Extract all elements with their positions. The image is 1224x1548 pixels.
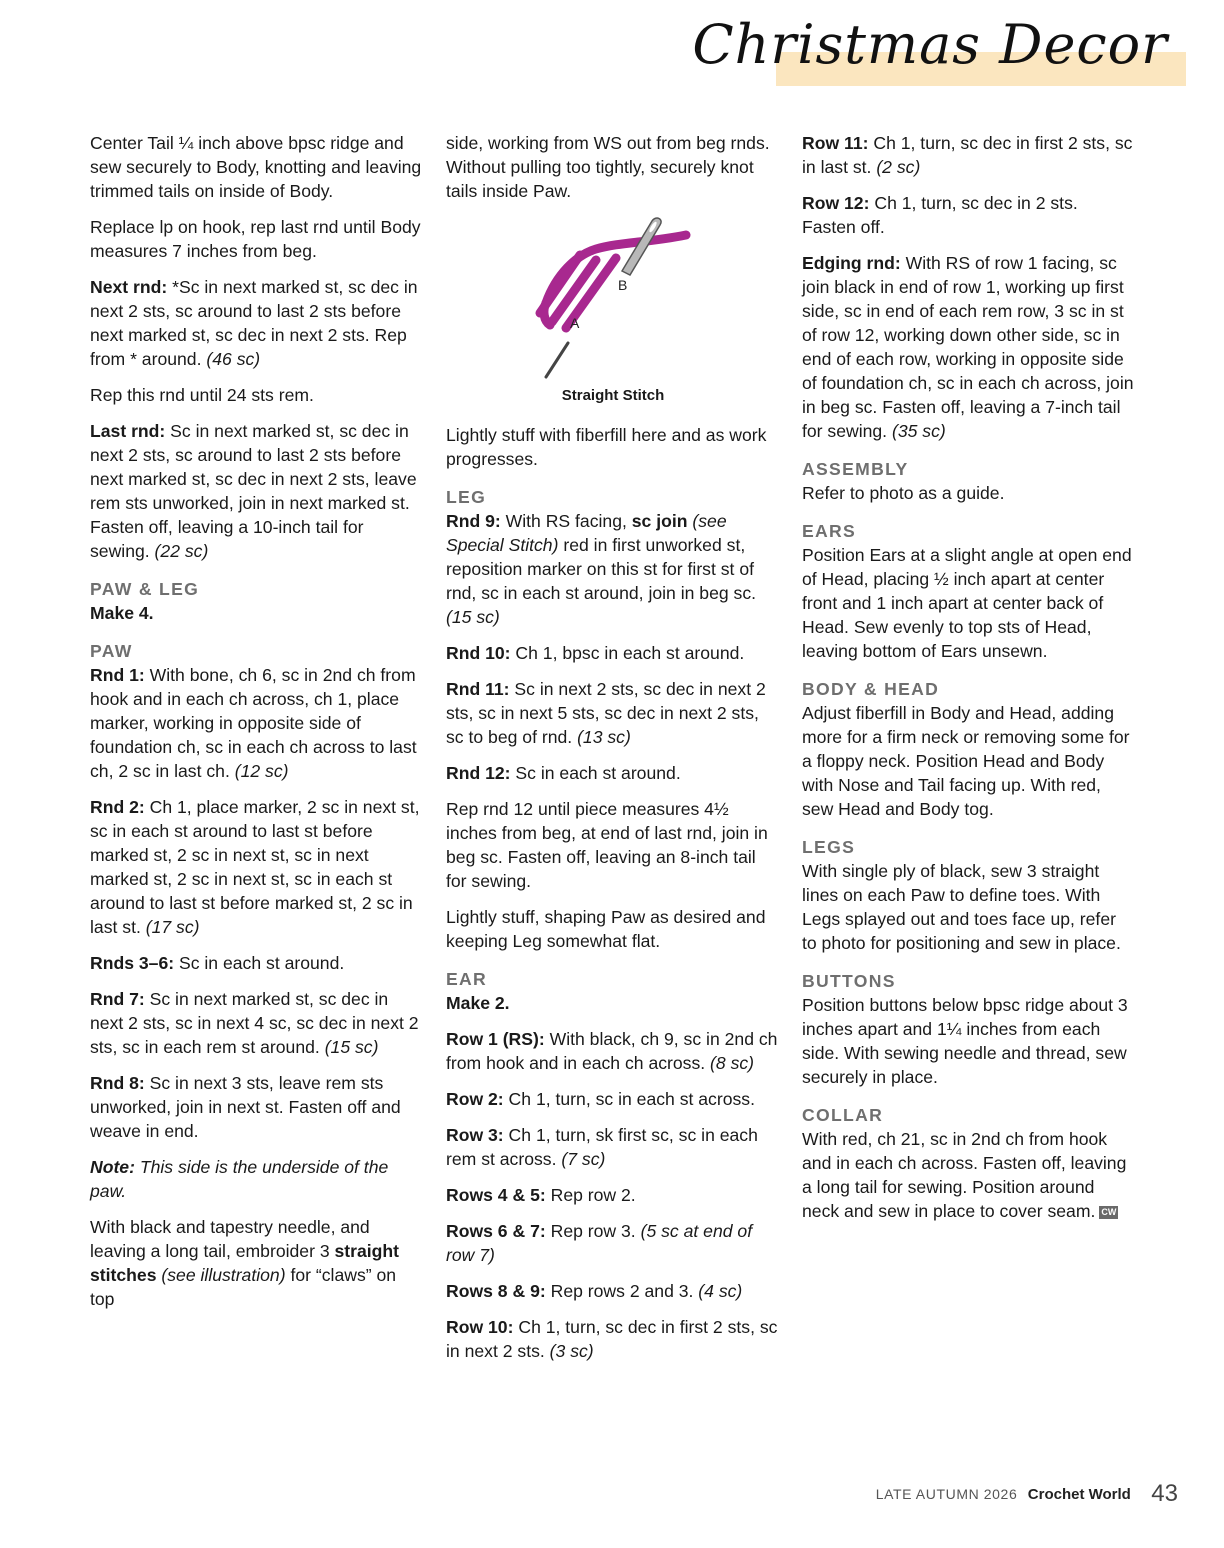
instruction-rows-8-9 bbox=[446, 1279, 780, 1303]
column-1 bbox=[90, 131, 422, 1311]
instruction-label: Row 10: bbox=[446, 1317, 514, 1337]
instruction-text: Ch 1, turn, sk first sc, sc in each rem st across. bbox=[446, 1125, 758, 1169]
paragraph-text: With red, ch 21, sc in 2nd ch from hook and in each ch across. Fasten off, leaving a long tail for sewing. Position around neck and sew in place to cover seam. bbox=[802, 1129, 1127, 1221]
heading-legs: LEGS bbox=[802, 837, 856, 857]
claws-instruction bbox=[90, 1215, 422, 1311]
make-count bbox=[90, 601, 422, 625]
page-number: 43 bbox=[1151, 1480, 1178, 1507]
instruction-text: Ch 1, turn, sc dec in 2 sts. Fasten off. bbox=[802, 193, 1078, 237]
instruction-row-10 bbox=[446, 1315, 780, 1363]
instruction-text: Ch 1, turn, sc in each st across. bbox=[503, 1089, 755, 1109]
paragraph: Position Ears at a slight angle at open end of Head, placing ½ inch apart at center front and 1 inch apart at center back of Head. Sew evenly to top sts of Head, leaving bottom of Ears unsewn. bbox=[802, 545, 1132, 661]
instruction-text: Ch 1, turn, sc dec in first 2 sts, sc in next 2 sts. bbox=[446, 1317, 778, 1361]
stitch-count: (15 sc) bbox=[324, 1037, 379, 1057]
instruction-label: Edging rnd: bbox=[802, 253, 901, 273]
text-run-bold: straight stitches bbox=[90, 1241, 400, 1285]
instruction-label: Rnd 12: bbox=[446, 763, 511, 783]
instruction-text: Ch 1, place marker, 2 sc in next st, sc in each st around to last st before marked st, 2 sc in next st, sc in next marked st, 2 sc in next st, sc in each st around to last st before marked st, 2 sc in last st. bbox=[90, 797, 420, 937]
instruction-label: Row 11: bbox=[802, 133, 869, 153]
instruction-label: Row 1 (RS): bbox=[446, 1029, 545, 1049]
instruction-label: Row 3: bbox=[446, 1125, 504, 1145]
straight-stitch-illustration bbox=[446, 215, 780, 403]
magazine-name: Crochet World bbox=[1027, 1486, 1131, 1503]
instruction-rnd-1 bbox=[90, 663, 422, 783]
instruction-label: Last rnd: bbox=[90, 421, 166, 441]
instruction-label: Rows 8 & 9: bbox=[446, 1281, 546, 1301]
instruction-rnd-9 bbox=[446, 509, 780, 629]
point-label-a: A bbox=[570, 315, 580, 331]
stitch-count: (17 sc) bbox=[145, 917, 200, 937]
instruction-edging-rnd bbox=[802, 251, 1134, 443]
column-2 bbox=[446, 131, 780, 1375]
instruction-text: Rep row 3. bbox=[545, 1221, 641, 1241]
instruction-label: Rnd 1: bbox=[90, 665, 145, 685]
instruction-text: Rep row 2. bbox=[545, 1185, 636, 1205]
instruction-rnd-8 bbox=[90, 1071, 422, 1143]
instruction-label: Row 2: bbox=[446, 1089, 504, 1109]
stitch-count: (3 sc) bbox=[549, 1341, 594, 1361]
instruction-rnd-10 bbox=[446, 641, 780, 665]
paragraph: Refer to photo as a guide. bbox=[802, 483, 1005, 503]
instruction-label: Next rnd: bbox=[90, 277, 168, 297]
heading-leg: LEG bbox=[446, 487, 487, 507]
stitch-count: (4 sc) bbox=[698, 1281, 743, 1301]
make-count-text: Make 2. bbox=[446, 993, 510, 1013]
heading-paw: PAW bbox=[90, 641, 133, 661]
make-count bbox=[446, 991, 780, 1015]
heading-ears: EARS bbox=[802, 521, 857, 541]
instruction-text: Sc in each st around. bbox=[174, 953, 345, 973]
instruction-label: Rows 6 & 7: bbox=[446, 1221, 546, 1241]
instruction-text: Sc in each st around. bbox=[510, 763, 681, 783]
instruction-rnd-11 bbox=[446, 677, 780, 749]
paragraph: Rep rnd 12 until piece measures 4½ inches from beg, at end of last rnd, join in beg sc. Fasten off, leaving an 8-inch tail for sewing. bbox=[446, 799, 768, 891]
paragraph: Position buttons below bpsc ridge about 3 inches apart and 1¼ inches from each side. With sewing needle and thread, sew securely in place. bbox=[802, 995, 1128, 1087]
stitch-count: (7 sc) bbox=[561, 1149, 606, 1169]
make-count-text: Make 4. bbox=[90, 603, 154, 623]
text-run-italic: (see illustration) bbox=[156, 1265, 286, 1285]
instruction-row-11 bbox=[802, 131, 1134, 179]
stitch-count: (13 sc) bbox=[577, 727, 631, 747]
stitch-count: (15 sc) bbox=[446, 607, 500, 627]
stitch-count: (46 sc) bbox=[206, 349, 261, 369]
instruction-text: Rep rows 2 and 3. bbox=[545, 1281, 699, 1301]
instruction-text: With black, ch 9, sc in 2nd ch from hook and in each ch across. bbox=[446, 1029, 778, 1073]
instruction-next-rnd bbox=[90, 275, 422, 371]
instruction-rnds-3-6 bbox=[90, 951, 422, 975]
heading-assembly: ASSEMBLY bbox=[802, 459, 909, 479]
heading-buttons: BUTTONS bbox=[802, 971, 896, 991]
page-footer bbox=[876, 1480, 1178, 1508]
instruction-text: Sc in next marked st, sc dec in next 2 sts, sc around to last 2 sts before next marked st, sc dec in next 2 sts, leave rem sts unworked, join in next marked st. Fasten off, leaving a 10-inch tail for sewing. bbox=[90, 421, 417, 561]
stitch-count: (5 sc at end of row 7) bbox=[446, 1221, 753, 1265]
instruction-rnd-2 bbox=[90, 795, 422, 939]
paragraph: Rep this rnd until 24 sts rem. bbox=[90, 385, 314, 405]
note-label: Note: bbox=[90, 1157, 135, 1177]
instruction-label: Rnd 8: bbox=[90, 1073, 145, 1093]
collar-paragraph bbox=[802, 1127, 1134, 1223]
instruction-row-2 bbox=[446, 1087, 780, 1111]
instruction-label: Row 12: bbox=[802, 193, 870, 213]
stitch-count: (12 sc) bbox=[234, 761, 289, 781]
paragraph: Adjust fiberfill in Body and Head, adding more for a firm neck or removing some for a floppy neck. Position Head and Body with Nose and Tail facing up. With red, sew Head and Body tog. bbox=[802, 703, 1130, 819]
paragraph: With single ply of black, sew 3 straight lines on each Paw to define toes. With Legs splayed out and toes face up, refer to photo for positioning and sew in place. bbox=[802, 861, 1121, 953]
heading-collar: COLLAR bbox=[802, 1105, 884, 1125]
stitch-count: (2 sc) bbox=[876, 157, 921, 177]
text-run: for “claws” on top bbox=[90, 1265, 397, 1309]
paragraph: side, working from WS out from beg rnds. Without pulling too tightly, securely knot tails inside Paw. bbox=[446, 133, 770, 201]
figure-caption: Straight Stitch bbox=[561, 387, 665, 404]
instruction-text: Ch 1, turn, sc dec in first 2 sts, sc in last st. bbox=[802, 133, 1133, 177]
end-mark-icon: CW bbox=[1101, 1207, 1117, 1217]
paragraph: Lightly stuff with fiberfill here and as work progresses. bbox=[446, 425, 767, 469]
instruction-text: Ch 1, bpsc in each st around. bbox=[510, 643, 745, 663]
instruction-text: Sc in next marked st, sc dec in next 2 sts, sc in next 4 sc, sc dec in next 2 sts, sc in each rem st around. bbox=[90, 989, 419, 1057]
instruction-label: Rnd 10: bbox=[446, 643, 511, 663]
instruction-text: With bone, ch 6, sc in 2nd ch from hook and in each ch across, ch 1, place marker, working in opposite side of foundation ch, sc in each ch across to last ch, 2 sc in last ch. bbox=[90, 665, 417, 781]
instruction-last-rnd bbox=[90, 419, 422, 563]
instruction-row-12 bbox=[802, 191, 1134, 239]
instruction-label: Rnd 2: bbox=[90, 797, 145, 817]
issue-date: LATE AUTUMN 2026 bbox=[875, 1486, 1018, 1502]
text-run: With RS facing, bbox=[500, 511, 632, 531]
instruction-text: Sc in next 3 sts, leave rem sts unworked, join in next st. Fasten off and weave in end. bbox=[90, 1073, 401, 1141]
paragraph: Center Tail ¼ inch above bpsc ridge and sew securely to Body, knotting and leaving trimmed tails on inside of Body. bbox=[90, 133, 422, 201]
instruction-label: Rnd 7: bbox=[90, 989, 145, 1009]
instruction-label: Rnds 3–6: bbox=[90, 953, 175, 973]
paragraph: Lightly stuff, shaping Paw as desired and keeping Leg somewhat flat. bbox=[446, 907, 766, 951]
instruction-text: *Sc in next marked st, sc dec in next 2 sts, sc around to last 2 sts before next marked st, sc dec in next 2 sts. Rep from * around. bbox=[90, 277, 418, 369]
instruction-text: Sc in next 2 sts, sc dec in next 2 sts, sc in next 5 sts, sc dec in next 2 sts, sc to beg of rnd. bbox=[446, 679, 766, 747]
note-text: This side is the underside of the paw. bbox=[90, 1157, 389, 1201]
text-run: With black and tapestry needle, and leaving a long tail, embroider 3 bbox=[90, 1217, 370, 1261]
column-3 bbox=[802, 131, 1134, 1235]
stitch-count: (22 sc) bbox=[154, 541, 209, 561]
heading-body-head: BODY & HEAD bbox=[802, 679, 940, 699]
stitch-count: (8 sc) bbox=[710, 1053, 755, 1073]
instruction-label: Rnd 9: bbox=[446, 511, 501, 531]
instruction-rnd-12 bbox=[446, 761, 780, 785]
instruction-row-3 bbox=[446, 1123, 780, 1171]
note bbox=[90, 1155, 422, 1203]
paragraph: Replace lp on hook, rep last rnd until Body measures 7 inches from beg. bbox=[90, 217, 421, 261]
stitch-count: (35 sc) bbox=[891, 421, 946, 441]
instruction-rows-6-7 bbox=[446, 1219, 780, 1267]
yarn-tail bbox=[544, 303, 550, 325]
instruction-text: With RS of row 1 facing, sc join black in end of row 1, working up first side, sc in end of each rem row, 3 sc in st of row 12, working down other side, sc in end of each row, working in opposite side of foundation ch, sc in each ch across, join in beg sc. Fasten off, leaving a 7-inch tail for sewing. bbox=[802, 253, 1134, 441]
needle-small bbox=[546, 343, 568, 377]
instruction-label: Rnd 11: bbox=[446, 679, 510, 699]
instruction-label: Rows 4 & 5: bbox=[446, 1185, 546, 1205]
instruction-row-1 bbox=[446, 1027, 780, 1075]
section-title: Christmas Decor bbox=[692, 13, 1168, 76]
text-run: red in first unworked st, reposition marker on this st for first st of rnd, sc in each st around, join in beg sc. bbox=[446, 535, 757, 603]
instruction-rnd-7 bbox=[90, 987, 422, 1059]
text-run-bold: sc join bbox=[631, 511, 688, 531]
instruction-rows-4-5 bbox=[446, 1183, 780, 1207]
heading-paw-leg: PAW & LEG bbox=[90, 579, 200, 599]
straight-stitch-drawing bbox=[446, 215, 780, 385]
heading-ear: EAR bbox=[446, 969, 488, 989]
text-run-italic: (see Special Stitch) bbox=[446, 511, 727, 555]
point-label-b: B bbox=[618, 277, 628, 293]
